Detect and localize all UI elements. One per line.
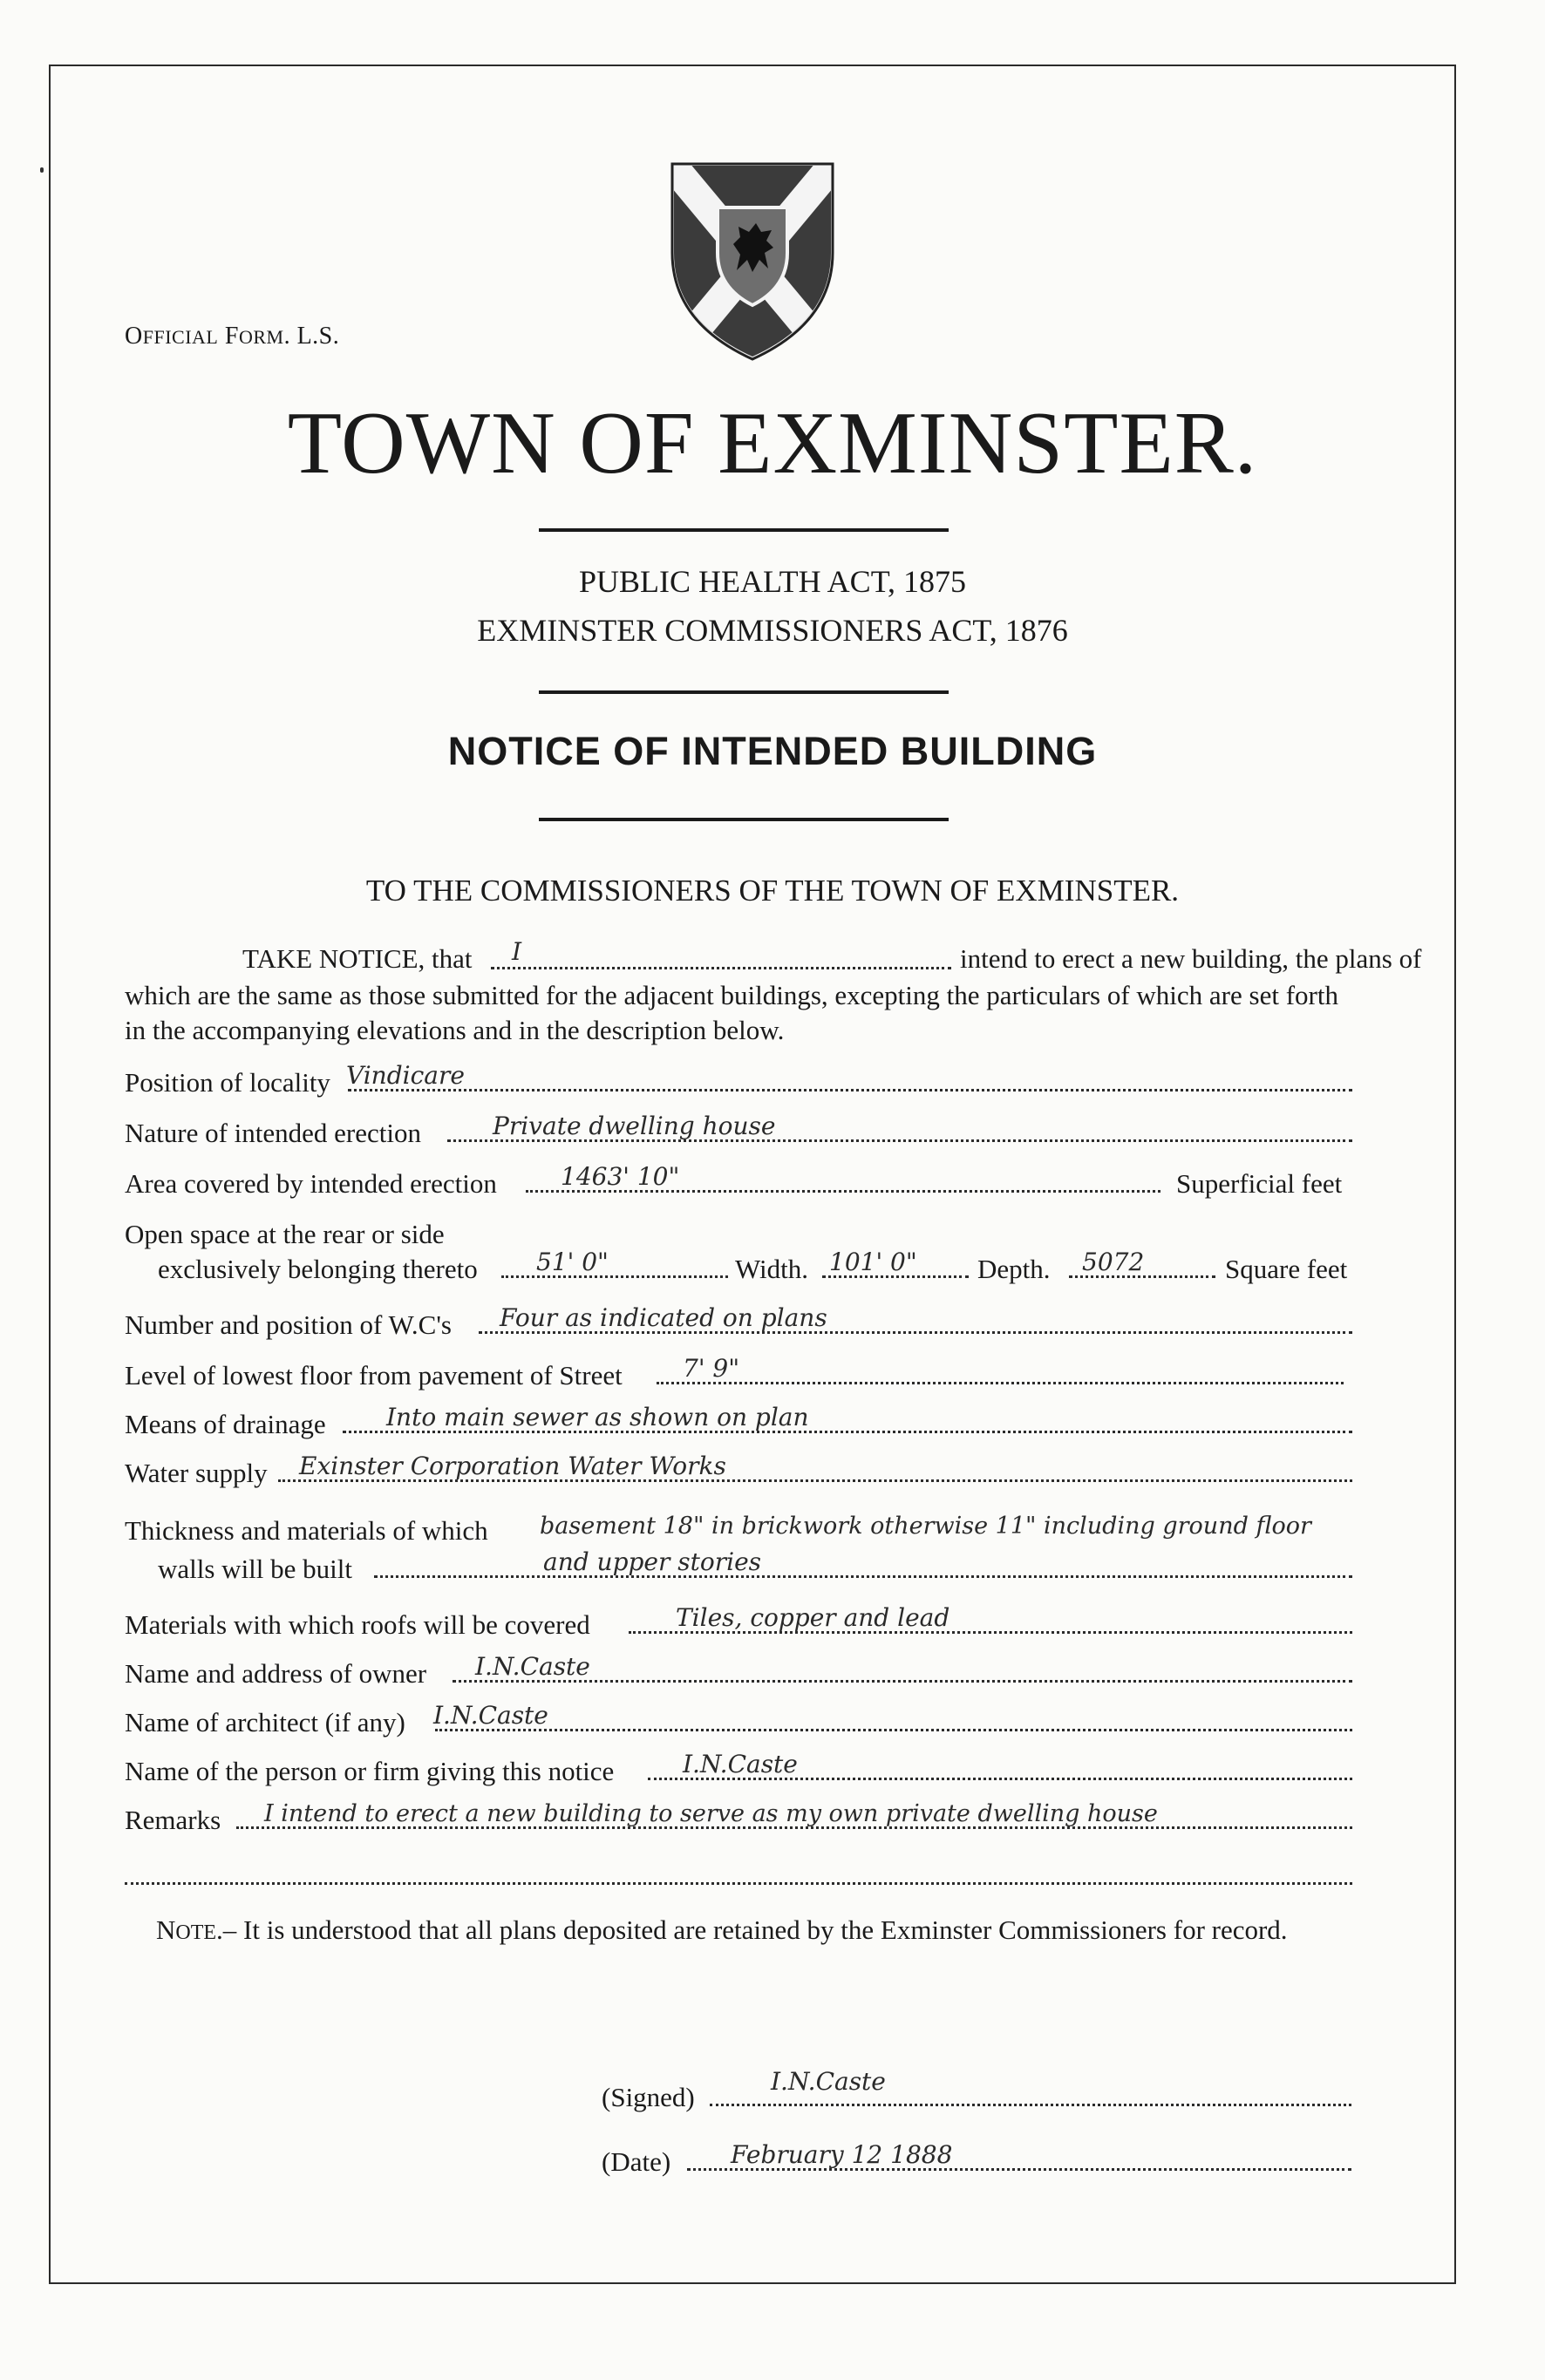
field-label: Remarks [125,1805,221,1835]
remarks-extra-line [125,1855,1352,1894]
note: NOTE.– It is understood that all plans deposited are retained by the Exminster Commissioners for record. [156,1914,1288,1945]
fill-line [710,2104,1351,2106]
signed-label: (Signed) [602,2082,695,2112]
field-nature [125,1112,1352,1151]
field-label: exclusively belonging thereto [158,1254,478,1284]
field-label: Water supply [125,1458,268,1488]
width-label: Width. [735,1254,808,1284]
field-drainage [125,1404,1352,1442]
fill-line [125,1882,1352,1885]
field-label: walls will be built [158,1554,353,1584]
intro-after: intend to erect a new building, the plans of [960,943,1422,974]
field-position [125,1062,1352,1100]
field-label: Nature of intended erection [125,1118,421,1148]
field-label: Materials with which roofs will be covered [125,1609,590,1640]
intro-before: TAKE NOTICE, that [242,943,473,974]
depth-label: Depth. [977,1254,1051,1284]
field-value: 1463' 10" [561,1162,680,1191]
depth-value: 5072 [1082,1248,1145,1276]
date-value: February 12 1888 [731,2140,953,2169]
field-value: Private dwelling house [493,1112,776,1140]
field-value: 51' 0" [536,1248,609,1276]
field-architect [125,1702,1352,1740]
signed-line [602,2067,1351,2115]
width-value: 101' 0" [829,1248,917,1276]
act-line-1: PUBLIC HEALTH ACT, 1875 [578,564,967,599]
fill-line [501,1275,728,1278]
field-unit: Superficial feet [1176,1168,1343,1199]
act-line-2: EXMINSTER COMMISSIONERS ACT, 1876 [477,613,1068,648]
field-wcs [125,1304,1352,1343]
intro-rest: which are the same as those submitted for the adjacent buildings, excepting the particulars of which are set forth in the accompanying elevations and in the description below. [125,980,1338,1045]
field-owner [125,1653,1352,1691]
field-label: Name of the person or firm giving this notice [125,1756,615,1786]
field-giver [125,1751,1352,1789]
divider [539,528,949,532]
date-label: (Date) [602,2146,671,2177]
field-value: Exinster Corporation Water Works [299,1452,726,1480]
field-value: Tiles, copper and lead [676,1603,950,1632]
field-open-space [125,1248,1352,1287]
field-roofs [125,1604,1352,1642]
field-label: Position of locality [125,1067,330,1098]
coat-of-arms-icon [665,157,840,366]
field-label: Thickness and materials of which [125,1515,488,1546]
addressee: TO THE COMMISSIONERS OF THE TOWN OF EXMINSTER. [365,874,1180,908]
field-remarks [125,1799,1352,1838]
field-value: Into main sewer as shown on plan [386,1403,809,1431]
field-label: Means of drainage [125,1409,326,1439]
intro-fill-line [491,967,951,969]
field-value: 7' 9" [683,1354,740,1383]
page-title: TOWN OF EXMINSTER. [287,394,1258,493]
field-walls-line-1 [125,1510,1352,1548]
open-space-label-1: Open space at the rear or side [125,1219,445,1249]
field-label: Name of architect (if any) [125,1707,405,1737]
field-label: Level of lowest floor from pavement of Street [125,1360,623,1391]
field-area [125,1163,1352,1201]
field-value: I.N.Caste [433,1701,548,1730]
field-water [125,1452,1352,1491]
field-value: I intend to erect a new building to serve as my own private dwelling house [264,1800,1158,1827]
fill-line [374,1575,1352,1578]
divider [539,690,949,694]
divider [539,818,949,821]
fill-line [657,1382,1344,1384]
official-form-label: OFFICIAL FORM. L.S. [125,323,340,350]
stray-mark [40,167,44,173]
field-value: Vindicare [346,1061,465,1090]
field-walls-line-2 [125,1548,1352,1587]
field-value: I.N.Caste [683,1750,798,1778]
field-value: I.N.Caste [475,1652,590,1681]
fill-line [348,1089,1352,1091]
field-label: Area covered by intended erection [125,1168,497,1199]
field-value: basement 18" in brickwork otherwise 11" including ground floor [540,1513,1311,1540]
field-label: Name and address of owner [125,1658,427,1689]
field-value: Four as indicated on plans [500,1303,827,1332]
fill-line [435,1729,1352,1731]
field-level [125,1355,1352,1393]
field-value: and upper stories [543,1547,762,1576]
notice-heading: NOTICE OF INTENDED BUILDING [447,729,1098,773]
signature-value: I.N.Caste [771,2067,886,2096]
field-unit: Square feet [1225,1254,1348,1284]
date-line [602,2141,1351,2179]
intro-first-line [125,937,1422,978]
field-label: Number and position of W.C's [125,1309,452,1340]
intro-filled-value: I [512,937,522,966]
